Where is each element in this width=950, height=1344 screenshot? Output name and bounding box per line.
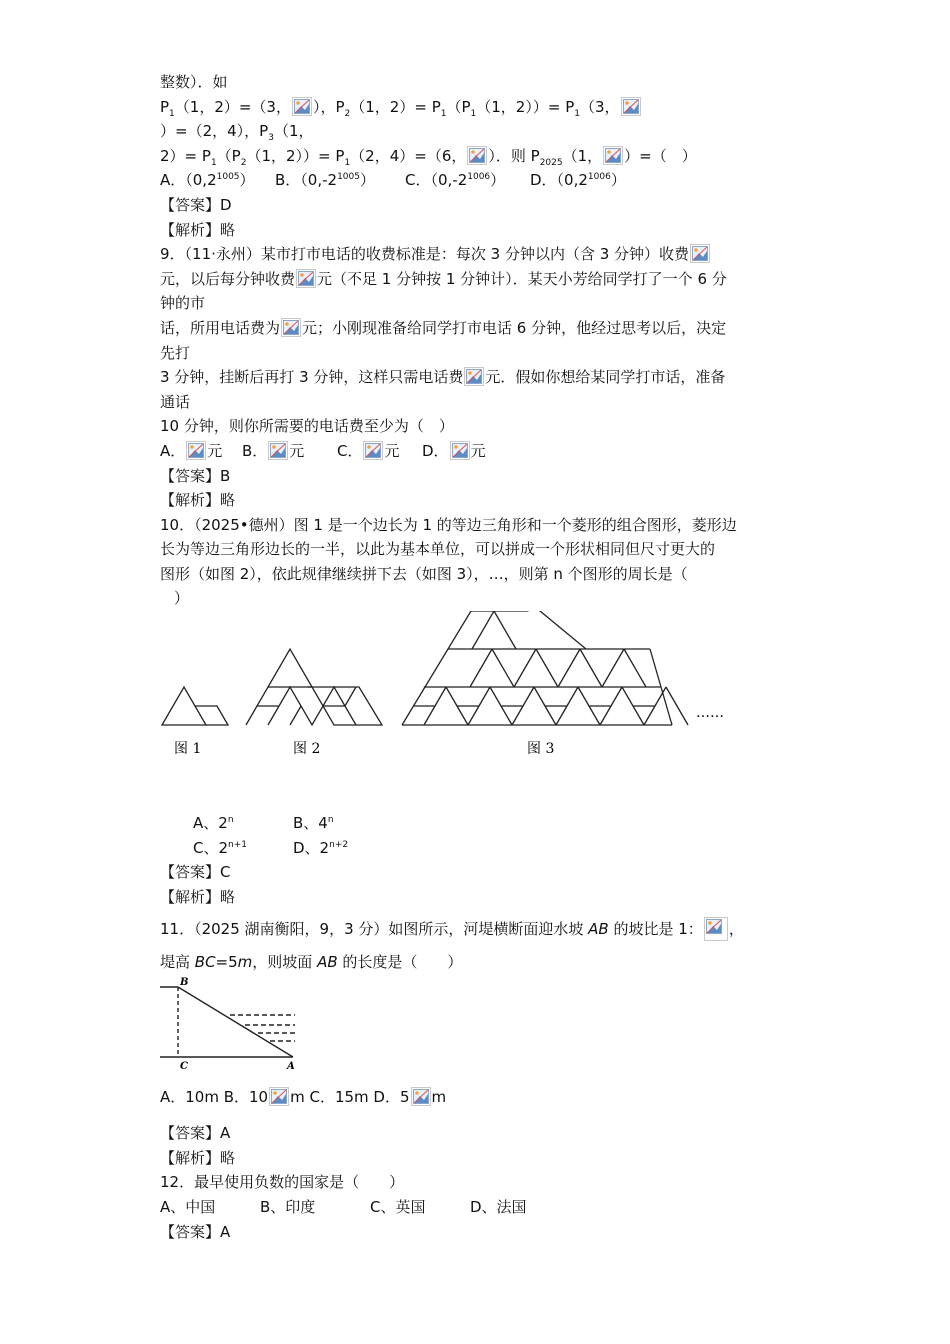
q11-figure: [160, 975, 795, 1075]
broken-image-icon: [281, 318, 301, 337]
q10-options-row-2: C、$2^{n+1}$ D、$2^{n+2}$: [193, 838, 349, 857]
q9-line-5: 先打: [160, 343, 191, 362]
document-page: [160, 70, 795, 1244]
broken-image-icon: [296, 269, 316, 288]
q11-line-2: 堤高 BC=5m，则坡面 AB 的长度是（ ）: [160, 953, 463, 972]
q10-line-2: 长为等边三角形边长的一半，以此为基本单位，可以拼成一个形状相同但尺寸更大的: [160, 540, 716, 559]
figure-3-label: 图 3: [527, 741, 555, 758]
figure-2-label: 图 2: [293, 741, 321, 758]
embankment-diagram: [160, 975, 360, 1075]
broken-image-icon: [690, 244, 710, 263]
q9-analysis: 【解析】略: [160, 491, 236, 510]
figure-1-label: 图 1: [174, 741, 202, 758]
q8-answer: 【答案】D: [160, 195, 232, 214]
broken-image-icon: [621, 97, 641, 116]
q9-answer: 【答案】B: [160, 466, 231, 485]
q12-line-1: 12．最早使用负数的国家是（ ）: [160, 1173, 405, 1192]
q8-analysis: 【解析】略: [160, 220, 236, 239]
q10-analysis: 【解析】略: [160, 887, 236, 906]
q8-line-1: 整数）．如: [160, 73, 228, 91]
q10-answer: 【答案】C: [160, 863, 231, 882]
broken-image-icon: [450, 441, 470, 460]
triangle-pattern-figure: [160, 611, 795, 811]
broken-image-icon: [603, 146, 623, 165]
broken-image-icon: [269, 1087, 289, 1106]
q9-line-3: 钟的市: [160, 294, 206, 313]
broken-image-icon: [268, 441, 288, 460]
broken-image-icon: [467, 146, 487, 165]
label-b: B: [180, 976, 189, 988]
q9-line-7: 通话: [160, 392, 191, 411]
q10-line-3: 图形（如图 2），依此规律继续拼下去（如图 3），…，则第 n 个图形的周长是（: [160, 564, 688, 583]
q11-analysis: 【解析】略: [160, 1148, 236, 1167]
q9-options: A． 元 B． 元 C． 元 D． 元: [160, 441, 486, 460]
q12-answer: 【答案】A: [160, 1222, 231, 1241]
broken-image-icon: [411, 1087, 431, 1106]
q11-options: A．10m B．10 m C．15m D．5 m: [160, 1087, 447, 1106]
broken-image-icon: [186, 441, 206, 460]
q12-options: A、中国 B、印度 C、英国 D、法国: [160, 1198, 527, 1216]
q9-line-4: 话，所用电话费为 元；小刚现准备给同学打市电话 6 分钟，他经过思考以后，决定: [160, 318, 727, 337]
q8-options: A．$(0,2^{1005})$ B．$(0,-2^{1005})$ C．$(0,-2^{1006})$ D．$(0,2^{1006})$: [160, 171, 626, 190]
q9-line-6: 3 分钟，挂断后再打 3 分钟，这样只需电话费 元．假如你想给某同学打市话，准备: [160, 368, 726, 387]
q11-line-1: 11．（2025 湖南衡阳，9，3 分）如图所示，河堤横断面迎水坡 AB 的坡比是 1： ，: [160, 917, 795, 942]
ellipsis-label: ……: [696, 705, 724, 722]
broken-image-icon: [464, 367, 484, 386]
broken-image-icon: [704, 917, 728, 941]
q8-line-3: ）=（2，4），$P_3(1$，: [160, 122, 314, 144]
label-a: A: [287, 1060, 295, 1072]
broken-image-icon: [363, 441, 383, 460]
q10-figure: [160, 611, 795, 811]
q9-line-8: 10 分钟，则你所需要的电话费至少为（ ）: [160, 417, 454, 436]
q11-answer: 【答案】A: [160, 1124, 231, 1143]
q10-options-row-1: A、2$^n$ B、4$^n$: [193, 814, 334, 833]
label-c: C: [180, 1060, 188, 1072]
q10-line-4: ）: [174, 589, 190, 608]
q8-line-4: $2)= P_1(P_2(1$，$2))= P_1(2$，4）=（6， ）．则 $P_{2025}(1$， ）=（ ）: [160, 146, 697, 168]
q9-line-2: 元，以后每分钟收费 元（不足 1 分钟按 1 分钟计）．某天小芳给同学打了一个 6 分: [160, 269, 727, 288]
q10-line-1: 10．（2025•德州）图 1 是一个边长为 1 的等边三角形和一个菱形的组合图形，菱形边: [160, 515, 737, 534]
broken-image-icon: [292, 97, 312, 116]
q9-line-1: 9．（11·永州）某市打市电话的收费标准是：每次 3 分钟以内（含 3 分钟）收费: [160, 242, 795, 267]
q8-line-2: $P_1(1$，2）=（3， ），$P_2(1$，$2)= P_1(P_1(1$，$2))= P_1(3$，: [160, 95, 795, 120]
